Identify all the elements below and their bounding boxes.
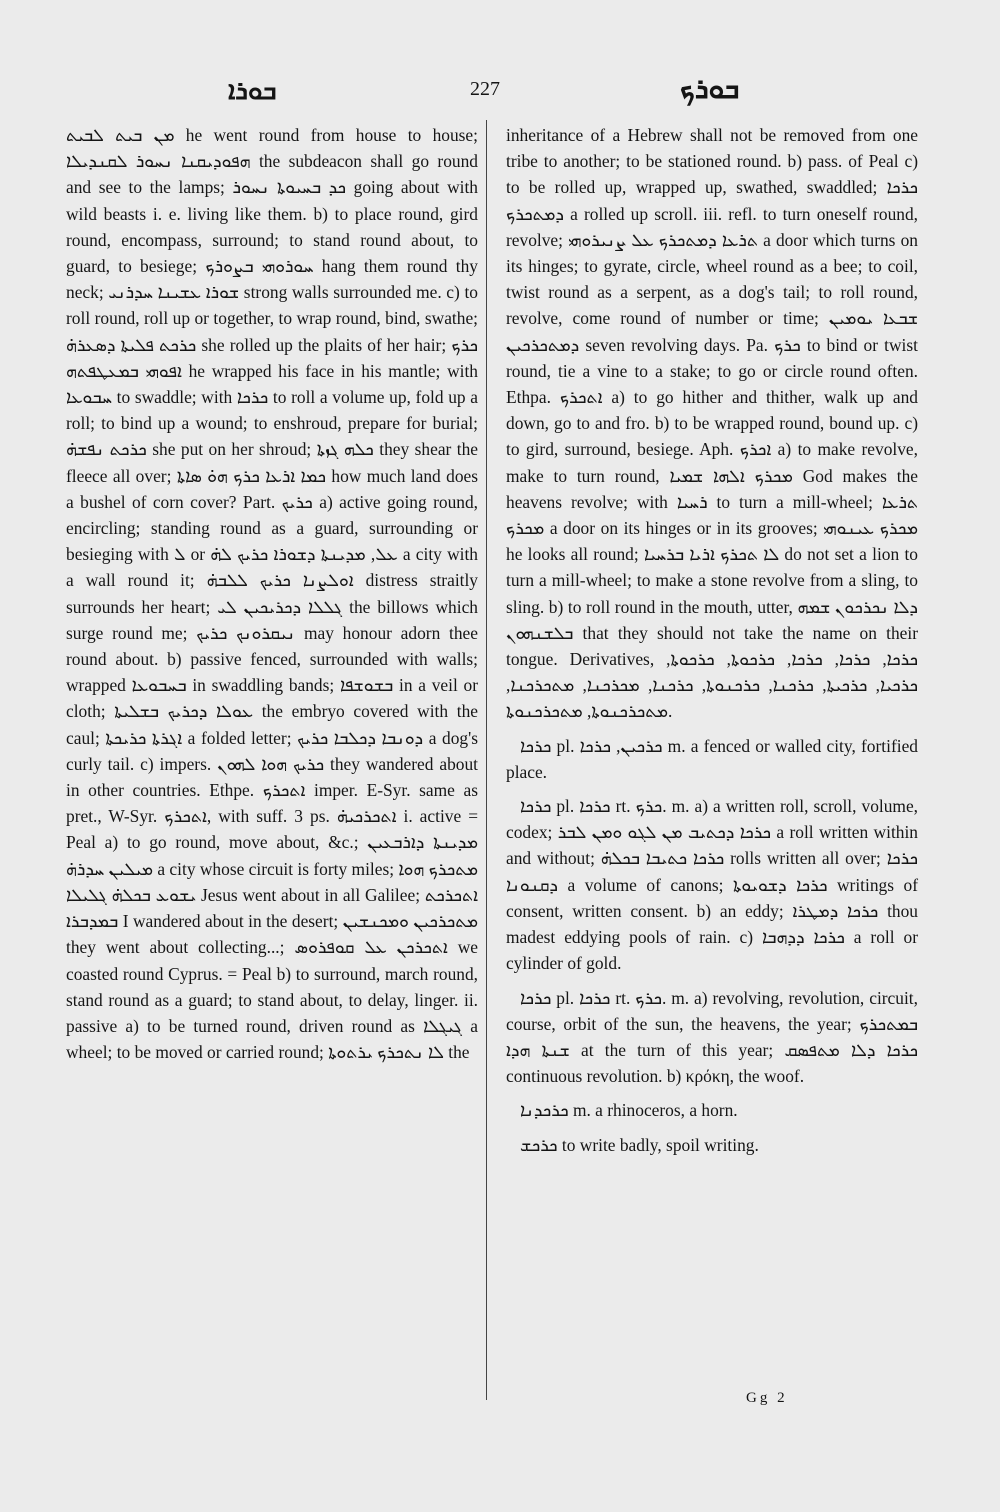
right-column bbox=[506, 122, 918, 1158]
dictionary-entry: ܟܪܟܐ pl. ܟܪܟܐ rt. ܟܪܟ. m. a) revolving, revolution, circuit, course, orbit of the sun, the heavens, the year; ܒܡܬܟܪܟ ܫܢܬܐ ܗܕܐ at the turn of this year; ܟܪܟܐ ܕܠܐ ܡܬܦܣܩ continuous revolution. b) κρόκη, the woof. bbox=[506, 987, 918, 1087]
dictionary-entry: ܟܪܟܐ pl. ܟܪܟܐ rt. ܟܪܟ. m. a) a written roll, scroll, volume, codex; ܟܪܟܐ ܕܟܬܝܒ ܡܢ ܠܓܘ ܘܡܢ ܠܒܪ a roll written within and without; ܟܪܟܐ ܟܬܝܒܐ ܒܟܠܗ̇ rolls written all over; ܟܪܟܐ ܕܩܢܘܢܐ a volume of canons; ܟܪܟܐ ܕܫܘܝܘܬܐ writings of consent, written consent. b) an eddy; ܟܪܟܐ ܕܡܛܪܐ thou madest eddying pools of rain. c) ܟܪܟܐ ܕܕܗܒܐ a roll or cylinder of gold. bbox=[506, 796, 919, 974]
left-column bbox=[66, 122, 478, 1065]
column-divider bbox=[486, 120, 487, 1400]
dictionary-entry: ܟܪܟܫ to write badly, spoil writing. bbox=[520, 1134, 759, 1155]
dictionary-entry: inheritance of a Hebrew shall not be removed from one tribe to another; to be stationed round. b) pass. of Peal c) to be rolled up, wrapped up, swathed, swaddled; ܟܪܟܐ ܕܡܬܟܪܟ a rolled up scroll. iii. refl. to turn oneself round, revolve; ܬܪܥܐ ܕܡܬܟܪܟ ܥܠ ܨܢܝܪܘܗܝ a door which turns on its hinges; to gyrate, circle, wheel round as a bee; to coil, twist round as a serpent, as a dog's tail; to roll round, revolve, come round of number or time; ܫܒܥܐ ܝܘܡܝܢ ܕܡܬܟܪܟܝܢ seven revolving days. Pa. ܟܪܟ to bind or twist round, tie a vine to a stake; to go or circle round often. Ethpa. ܐܬܟܪܟ a) to go hither and thither, walk up and down, go to and fro. b) to be wrapped round, bound up. c) to gird, surround, besiege. Aph. ܐܟܪܟ a) to make revolve, make to turn round, ܡܟܪܟ ܐܠܗܐ ܫܡܝܐ God makes the heavens revolve; with ܪܚܝܐ to turn a mill-wheel; ܬܪܥܐ ܡܟܪܟ a door on its hinges or in its grooves; ܡܟܪܟ ܥܝܢܘܗܝ he looks all round; ܠܐ ܬܟܪܟ ܐܪܝܐ ܒܪܚܝܐ do not set a lion to turn a mill-wheel; to make a stone revolve from a sling, to sling. b) to roll round in the mouth, utter, ܕܠܐ ܢܟܪܟܘܢ ܫܡܗ ܒܠܫܢܗܘܢ that they should not take the name on their tongue. Derivatives, ܟܪܟܐ, ܟܪܟܐ, ܟܪܟܐ, ܟܪܟܘܬܐ, ܟܪܟܘܬܐ, ܟܪܟܝܐ, ܟܪܟܝܬܐ, ܟܪܟܢܐ, ܟܪܟܢܘܬܐ, ܟܪܟܢܐ, ܡܟܪܟܢܐ, ܡܬܟܪܟܢܐ, ܡܬܟܪܟܢܘܬܐ, ܡܬܟܪܟܢܘܬܐ. bbox=[506, 125, 919, 722]
running-headword-left: ܒܘܪܐ bbox=[228, 76, 277, 105]
dictionary-entry: ܟܪܟܕܢܐ m. a rhinoceros, a horn. bbox=[520, 1100, 738, 1121]
signature-mark: Gg 2 bbox=[746, 1390, 788, 1406]
page-header bbox=[0, 70, 1000, 110]
dictionary-entry: ܟܪܟܐ pl. ܟܪܟܝܢ, ܟܪܟܐ m. a fenced or walled city, fortified place. bbox=[506, 735, 918, 782]
running-headword-right: ܒܘܪܟ bbox=[680, 74, 740, 105]
dictionary-entry: ܡܢ ܒܝܬ ܠܒܝܬ he went round from house to house; ܗܦܘܕܝܩܢܐ ܢܚܘܪ ܠܩܢܕܝܠܐ the subdeacon shall go round and see to the lamps; ܟܕ ܒܚܝܘܬܐ ܢܚܘܪ going about with wild beasts i. e. living like them. b) to place round, gird round, encompass, surround; to stand round about, to guard, to besiege; ܚܘܪܘܗܝ ܒܨܘܪܟ hang them round thy neck; ܫܘܪܐ ܥܫܝܢܐ ܚܕܪܢܝ strong walls surrounded me. c) to roll round, roll up or together, to wrap round, bind, swathe; ܟܪܟܬ ܦܠܝܬܐ ܕܣܥܪܗ̇ she rolled up the plaits of her hair; ܟܪܟ ܐܦܘܗܝ ܒܡܥܛܦܬܗ he wrapped his face in his mantle; with ܚܒܘܥܐ to swaddle; with ܟܪܟܐ to roll a volume up, fold up a roll; to bind up a wound; to enshroud, prepare for burial; ܟܪܟܬ ܢܦܫܗ̇ she put on her shroud; ܟܠܗ ܓܙܬܐ they shear the fleece all over; ܟܡܐ ܐܪܥܐ ܟܪܟ ܗܘ̇ ܣܐܬܐ how much land does a bushel of corn cover? Part. ܟܪܝܟ a) active going round, encircling; standing round as a guard, surrounding or besieging with ܠ or ܥܠ, ܡܕܝܢܬܐ ܕܫܘܪܐ ܟܪܝܟ ܠܗ̇ a city with a wall round it; ܐܘܠܨܢܐ ܟܪܝܟ ܠܠܒܗ̇ distress straitly surrounds her heart; ܓܠܠܐ ܕܟܪܝܟܝܢ ܠܝ the billows which surge round me; ܢܝܩܪܘܢܟ ܟܪܝܟ may honour adorn thee round about. b) passive fenced, surrounded with walls; wrapped ܒܚܒܘܥܐ in swaddling bands; ܒܫܘܫܦܐ in a veil or cloth; ܥܘܠܐ ܕܟܪܝܟ ܒܫܠܝܬܐ the embryo covered with the caul; ܐܓܪܬܐ ܟܪܝܟܬܐ a folded letter; ܕܘܢܒܐ ܕܟܠܒܐ ܟܪܝܟ a dog's curly tail. c) impers. ܟܪܝܟ ܗܘܐ ܠܗܘܢ they wandered about in other countries. Ethpe. ܐܬܟܪܟ imper. E-Syr. same as pret., W-Syr. ܐܬܟܪܟ, with suff. 3 ps. ܐܬܟܪܟܝܗ̇ i. active = Peal a) to go round, move about, &c.; ܡܕܝܢܬܐ ܕܐܪܒܥܝܢ ܡܝܠܝܢ ܚܕܪܗ̇ a city whose circuit is forty miles; ܡܬܟܪܟ ܗܘܐ ܝܫܘܥ ܒܟܠܗ̇ ܓܠܝܠܐ Jesus went about in all Galilee; ܐܬܟܪܟܬ ܒܡܕܒܪܐ I wandered about in the desert; ܡܬܟܪܟܝܢ ܘܡܟܢܫܝܢ they went about collecting...; ܐܬܟܪܟܢ ܥܠ ܩܘܦܪܘܣ we coasted round Cyprus. = Peal b) to surround, march round, stand round as a guard; to stand about, to delay, linger. ii. passive a) to be turned round, driven round as ܓܝܓܠܐ a wheel; to be moved or carried round; ܠܐ ܢܬܟܪܟ ܝܪܬܘܬܐ the bbox=[66, 125, 479, 1063]
page-number: 227 bbox=[470, 78, 500, 100]
